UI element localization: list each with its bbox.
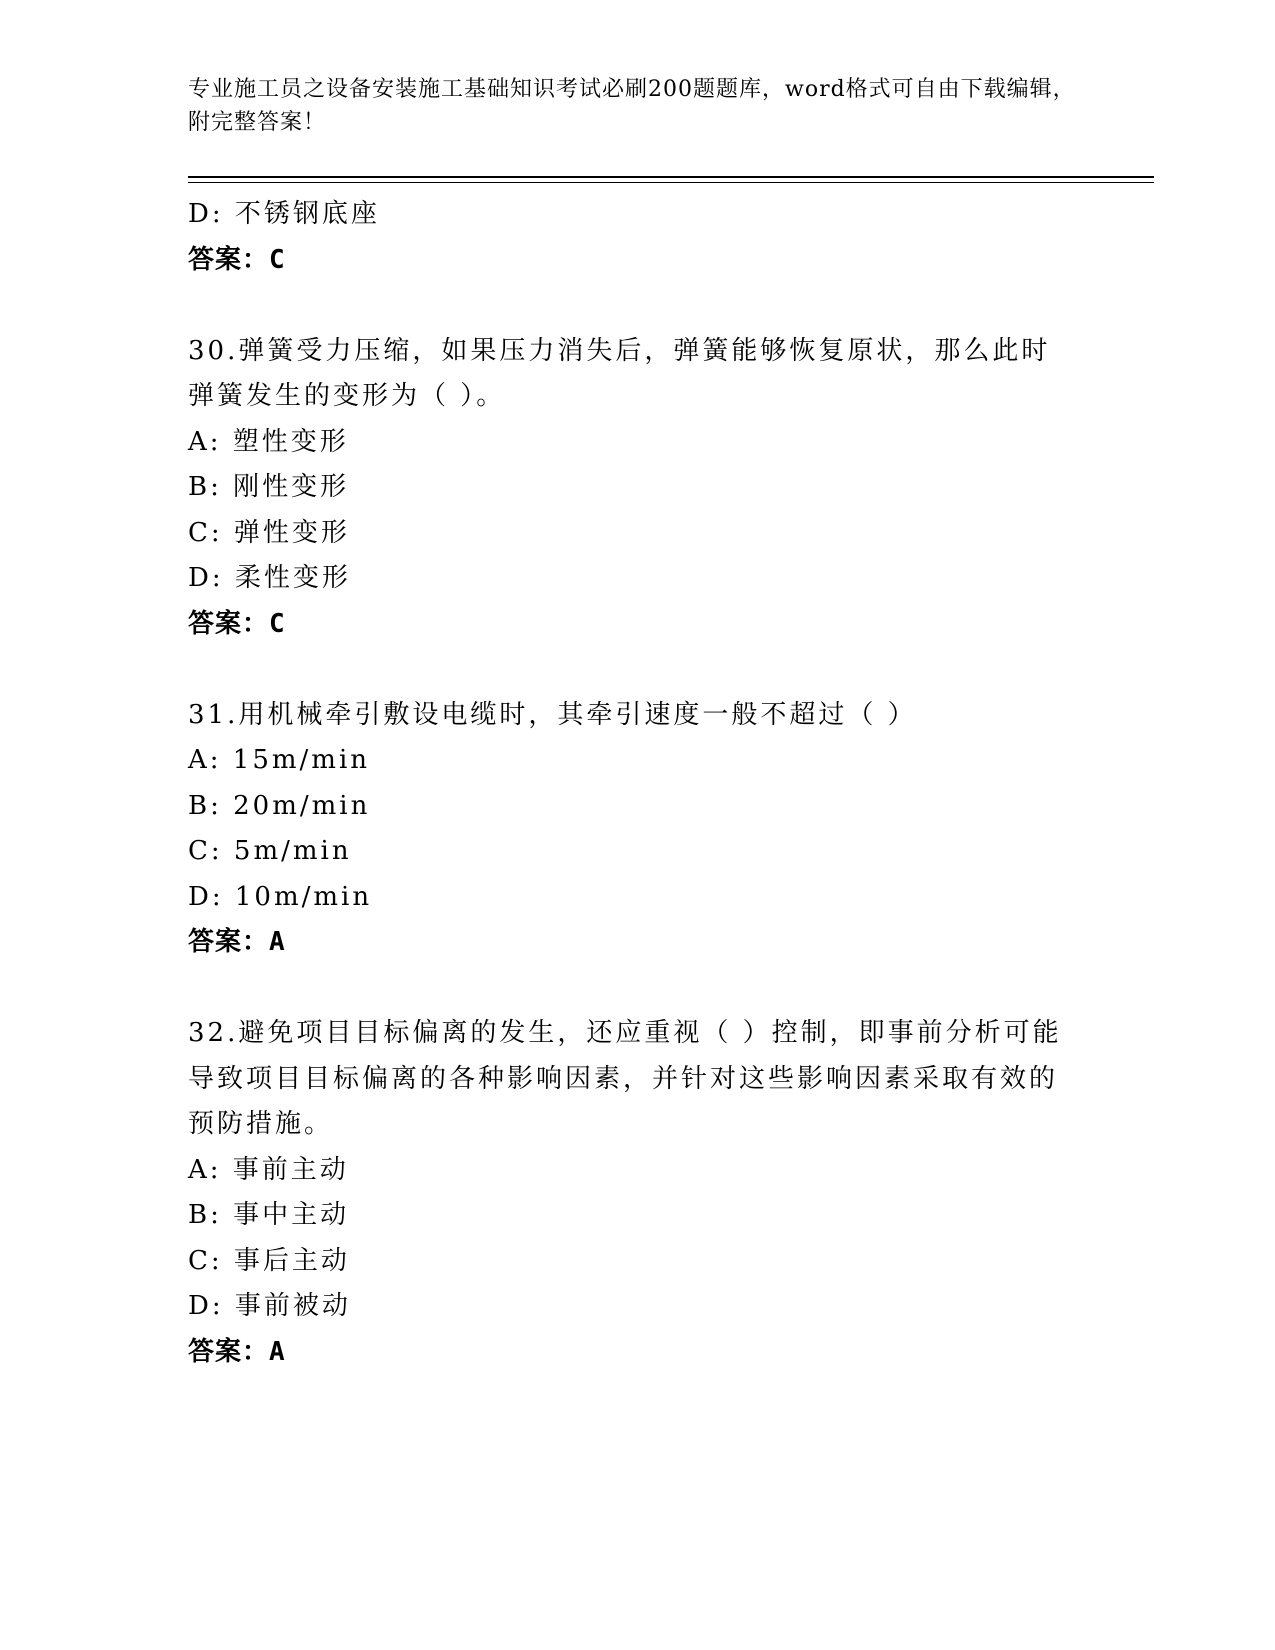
question-list: [188, 192, 1088, 1375]
question-text: 30.弹簧受力压缩，如果压力消失后，弹簧能够恢复原状，那么此时弹簧发生的变形为（ ）。: [188, 335, 1051, 411]
answer-line: 答案：C: [188, 608, 286, 639]
answer-line: 答案：C: [188, 244, 286, 275]
question-31: [188, 693, 1088, 966]
option-d: D: 10m/min: [188, 881, 373, 912]
question-text: 32.避免项目目标偏离的发生，还应重视（ ）控制，即事前分析可能导致项目目标偏离的各种影响因素，并针对这些影响因素采取有效的预防措施。: [188, 1018, 1062, 1139]
question-32: [188, 1011, 1088, 1375]
option-c: C: 弹性变形: [188, 517, 350, 548]
option-c: C: 5m/min: [188, 836, 352, 866]
answer-line: 答案：A: [188, 927, 286, 957]
option-d: D: 柔性变形: [188, 563, 351, 593]
document-header: 专业施工员之设备安装施工基础知识考试必刷200题题库，word格式可自由下载编辑，附完整答案！: [188, 77, 1076, 135]
option-a: A: 事前主动: [188, 1154, 349, 1185]
question-30: [188, 329, 1088, 648]
option-a: A: 15m/min: [188, 745, 371, 775]
spacer: [188, 966, 1088, 1012]
option-b: B: 事中主动: [188, 1200, 350, 1230]
option-d: D: 不锈钢底座: [188, 199, 380, 229]
spacer: [188, 283, 1088, 329]
question-text: 31.用机械牵引敷设电缆时，其牵引速度一般不超过（ ）: [188, 699, 917, 730]
option-c: C: 事后主动: [188, 1245, 350, 1276]
header-rule-thick: [188, 176, 1154, 178]
header-rule-thin: [188, 182, 1154, 183]
option-a: A: 塑性变形: [188, 426, 349, 457]
option-b: B: 20m/min: [188, 790, 371, 821]
answer-line: 答案：A: [188, 1336, 286, 1367]
option-d: D: 事前被动: [188, 1291, 351, 1321]
option-b: B: 刚性变形: [188, 472, 350, 502]
spacer: [188, 647, 1088, 693]
